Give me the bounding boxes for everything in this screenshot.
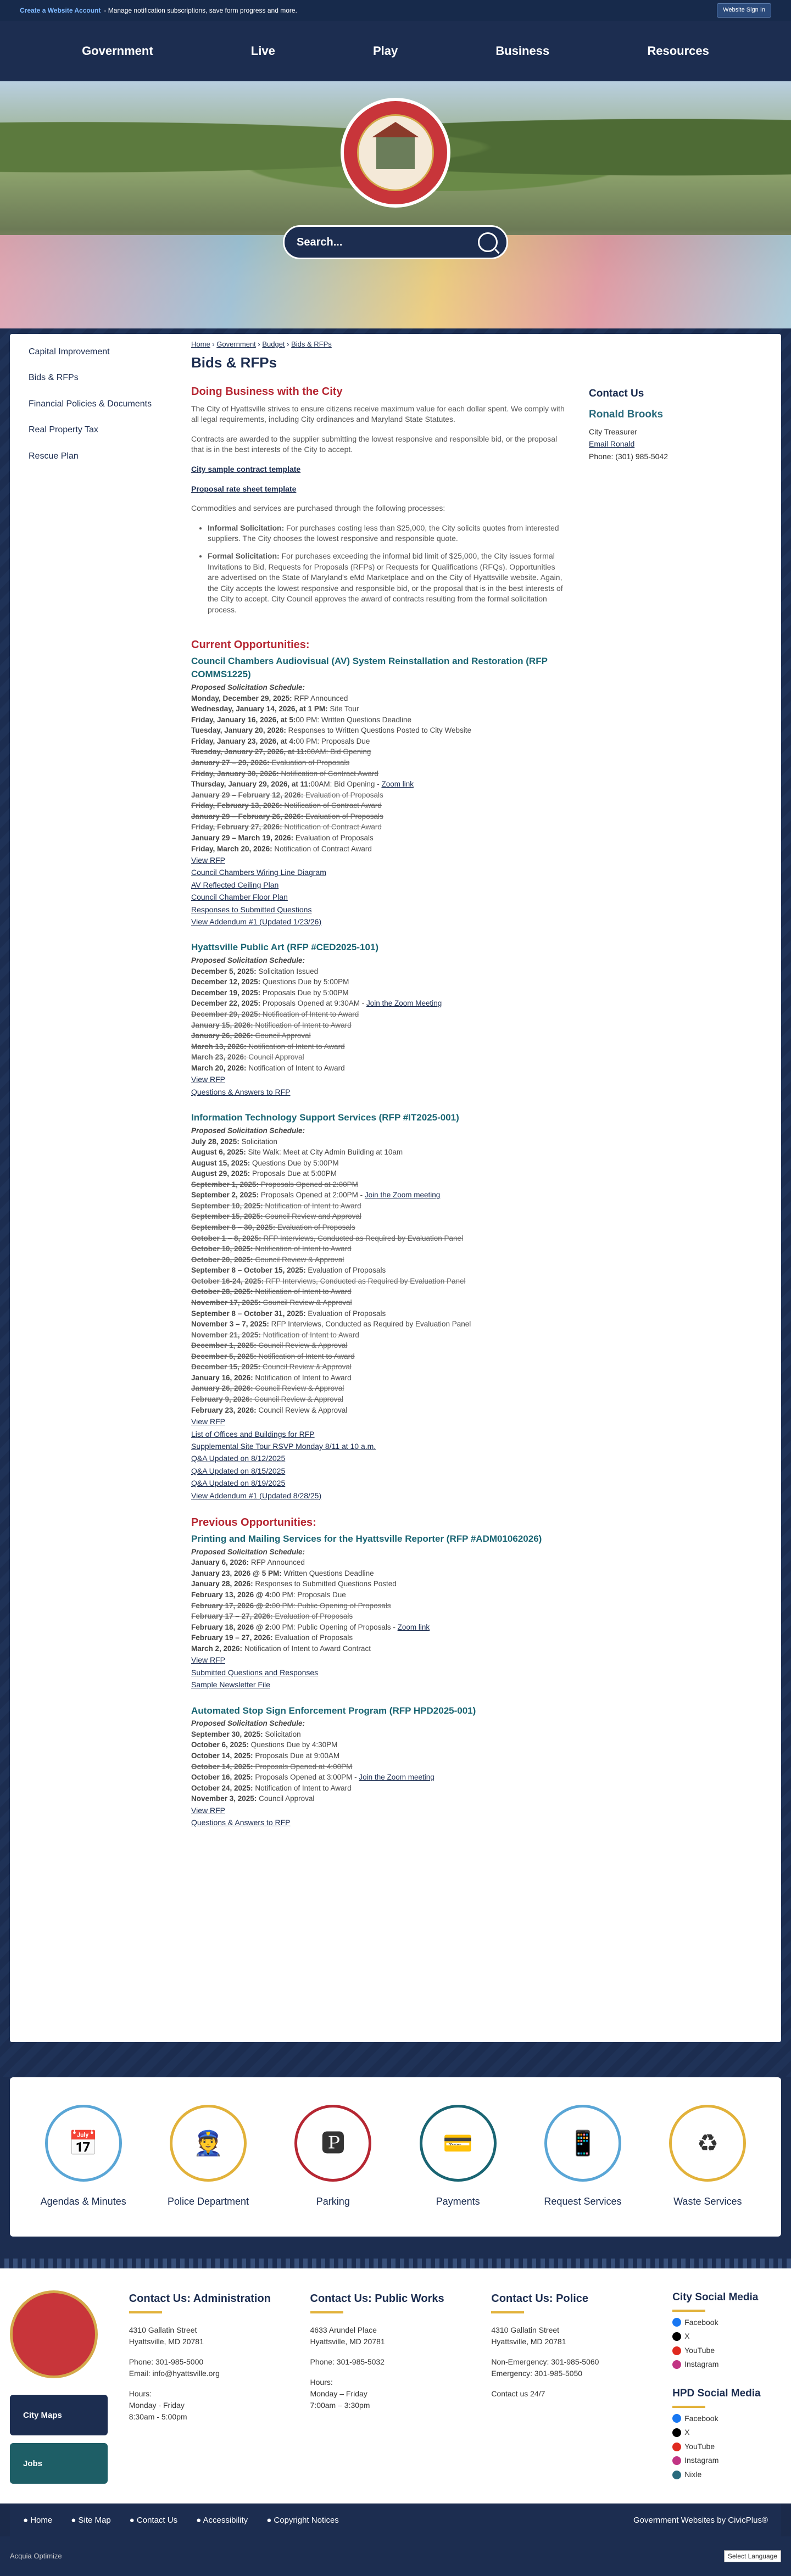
schedule-heading: Proposed Solicitation Schedule:: [191, 1547, 305, 1556]
rate-sheet-link[interactable]: Proposal rate sheet template: [191, 484, 297, 493]
rfp-title: Council Chambers Audiovisual (AV) System Reinstallation and Restoration (RFP COMMS1225): [191, 656, 548, 680]
footer-public-works: Contact Us: Public Works 4633 Arundel Place Hyattsville, MD 20781 Phone: 301-985-5032 Hours: Monday – Friday 7:00am – 3:30pm: [310, 2293, 444, 2410]
schedule-item: October 14, 2025: Proposals Opened at 4:00PM: [191, 1762, 353, 1771]
hpd-social-nixle[interactable]: [672, 2469, 781, 2480]
quick-link-label: Waste Services: [673, 2196, 742, 2207]
schedule-item: July 28, 2025: Solicitation: [191, 1137, 277, 1146]
schedule-item: September 8 – October 15, 2025: Evaluation of Proposals: [191, 1266, 386, 1275]
quick-link-waste-services[interactable]: [653, 2105, 762, 2209]
doing-business-heading: Doing Business with the City: [191, 385, 343, 398]
schedule-item: September 15, 2025: Council Review and Approval: [191, 1212, 361, 1221]
schedule-item: November 3, 2025: Council Approval: [191, 1794, 315, 1803]
schedule-item: Friday, January 16, 2026, at 5:00 PM: Written Questions Deadline: [191, 715, 411, 724]
schedule-item: October 28, 2025: Notification of Intent to Award: [191, 1287, 352, 1296]
contact-name: Ronald Brooks: [589, 409, 664, 421]
schedule-heading: Proposed Solicitation Schedule:: [191, 956, 305, 965]
nav-item-resources[interactable]: Resources: [647, 43, 709, 58]
schedule-item: December 29, 2025: Notification of Intent to Award: [191, 1010, 359, 1019]
schedule-item: January 29 – February 26, 2026: Evaluation of Proposals: [191, 812, 383, 821]
schedule-item: Friday, January 30, 2026: Notification of Contract Award: [191, 769, 378, 778]
youtube-icon: [672, 2443, 681, 2451]
quick-link-icon: 👮: [170, 2105, 247, 2182]
quick-link-label: Request Services: [544, 2196, 622, 2207]
schedule-item: October 1 – 8, 2025: RFP Interviews, Conducted as Required by Evaluation Panel: [191, 1234, 464, 1242]
youtube-icon: [672, 2346, 681, 2355]
document-link[interactable]: View RFP: [191, 1655, 225, 1665]
contact-role: City Treasurer: [589, 427, 637, 436]
schedule-item: September 8 – October 31, 2025: Evaluation of Proposals: [191, 1309, 386, 1318]
sidebar-item[interactable]: Capital Improvement: [29, 347, 110, 356]
city-social-facebook[interactable]: [672, 2317, 781, 2328]
footer-link-home[interactable]: ● Home: [23, 2515, 53, 2525]
schedule-item: December 5, 2025: Solicitation Issued: [191, 967, 319, 975]
schedule-item: October 16-24, 2025: RFP Interviews, Conducted as Required by Evaluation Panel: [191, 1276, 466, 1285]
social-label: Facebook: [684, 2317, 718, 2327]
facebook-icon: [672, 2318, 681, 2327]
sign-in-button[interactable]: Website Sign In: [717, 3, 771, 17]
schedule-item: March 13, 2026: Notification of Intent to Award: [191, 1042, 345, 1051]
schedule-item: September 1, 2025: Proposals Opened at 2:00PM: [191, 1180, 358, 1189]
rfp-schedule: [191, 1547, 567, 1654]
document-link[interactable]: View Addendum #1 (Updated 8/28/25): [191, 1491, 322, 1500]
quick-link-icon: 📱: [544, 2105, 621, 2182]
processes-paragraph: Commodities and services are purchased through the following processes:: [191, 504, 445, 513]
schedule-item: January 28, 2026: Responses to Submitted Questions Posted: [191, 1580, 397, 1588]
schedule-item: September 2, 2025: Proposals Opened at 2:00PM - Join the Zoom meeting: [191, 1191, 441, 1200]
schedule-item: February 13, 2026 @ 4:00 PM: Proposals Due: [191, 1590, 346, 1599]
footer-link-copyright-notices[interactable]: ● Copyright Notices: [266, 2515, 339, 2525]
footer-admin: Contact Us: Administration 4310 Gallatin Street Hyattsville, MD 20781 Phone: 301-985-5000 Email: info@hyattsville.org Hours: Monday - Friday 8:30am - 5:00pm: [129, 2293, 271, 2421]
zoom-link[interactable]: Zoom link: [397, 1622, 430, 1631]
document-link[interactable]: Q&A Updated on 8/12/2025: [191, 1454, 286, 1463]
quick-link-label: Agendas & Minutes: [40, 2196, 126, 2207]
create-account-link[interactable]: Create a Website Account: [20, 6, 101, 14]
breadcrumb-link[interactable]: Bids & RFPs: [291, 340, 332, 348]
zoom-link[interactable]: Join the Zoom Meeting: [366, 999, 442, 1008]
document-link[interactable]: Q&A Updated on 8/19/2025: [191, 1479, 286, 1488]
schedule-item: October 20, 2025: Council Review & Approval: [191, 1255, 344, 1264]
document-link[interactable]: Questions & Answers to RFP: [191, 1087, 291, 1096]
social-label: X: [684, 2332, 690, 2341]
x-icon: [672, 2428, 681, 2437]
search-icon[interactable]: [478, 232, 498, 252]
main-nav: [0, 21, 791, 81]
sidebar-item[interactable]: Financial Policies & Documents: [29, 399, 152, 409]
document-link[interactable]: Submitted Questions and Responses: [191, 1668, 319, 1677]
schedule-item: October 24, 2025: Notification of Intent to Award: [191, 1783, 352, 1792]
topbar-message: - Manage notification subscriptions, save form progress and more.: [104, 6, 297, 14]
document-link[interactable]: View RFP: [191, 1417, 225, 1426]
schedule-item: February 17 – 27, 2026: Evaluation of Proposals: [191, 1612, 353, 1621]
social-label: YouTube: [684, 2345, 715, 2355]
schedule-item: Friday, March 20, 2026: Notification of Contract Award: [191, 844, 372, 853]
divider: [672, 2310, 705, 2312]
sidebar-item[interactable]: Real Property Tax: [29, 425, 98, 435]
nixle-icon: [672, 2471, 681, 2479]
document-link[interactable]: Questions & Answers to RFP: [191, 1818, 291, 1827]
sample-contract-link[interactable]: City sample contract template: [191, 464, 301, 473]
schedule-item: Friday, January 23, 2026, at 4:00 PM: Proposals Due: [191, 737, 370, 745]
hpd-social-x[interactable]: [672, 2427, 781, 2438]
hpd-social-facebook[interactable]: [672, 2413, 781, 2424]
footer-link-accessibility[interactable]: ● Accessibility: [196, 2515, 248, 2525]
schedule-item: September 10, 2025: Notification of Intent to Award: [191, 1201, 361, 1210]
page-title: Bids & RFPs: [191, 354, 277, 371]
schedule-item: December 22, 2025: Proposals Opened at 9:30AM - Join the Zoom Meeting: [191, 999, 442, 1008]
schedule-item: October 10, 2025: Notification of Intent to Award: [191, 1245, 352, 1253]
footer-police: Contact Us: Police 4310 Gallatin Street Hyattsville, MD 20781 Non-Emergency: 301-985-5060 Emergency: 301-985-5050 Contact us 24/7: [491, 2293, 599, 2398]
schedule-item: January 26, 2026: Council Approval: [191, 1031, 311, 1040]
schedule-item: December 5, 2025: Notification of Intent to Award: [191, 1352, 355, 1361]
schedule-item: February 18, 2026 @ 2:00 PM: Public Opening of Proposals - Zoom link: [191, 1622, 430, 1631]
quick-link-parking[interactable]: [278, 2105, 388, 2209]
facebook-icon: [672, 2414, 681, 2423]
city-maps-button[interactable]: City Maps: [10, 2395, 108, 2435]
quick-link-payments[interactable]: [403, 2105, 513, 2209]
document-link[interactable]: Responses to Submitted Questions: [191, 905, 312, 914]
city-seal-logo[interactable]: [341, 98, 450, 208]
schedule-item: January 15, 2026: Notification of Intent to Award: [191, 1021, 352, 1029]
schedule-item: January 23, 2026 @ 5 PM: Written Questions Deadline: [191, 1569, 374, 1577]
city-social-instagram[interactable]: [672, 2359, 781, 2370]
rfp-title: Hyattsville Public Art (RFP #CED2025-101): [191, 942, 379, 953]
schedule-item: August 6, 2025: Site Walk: Meet at City Admin Building at 10am: [191, 1148, 403, 1157]
sidebar-item[interactable]: Bids & RFPs: [29, 373, 79, 383]
document-link[interactable]: Q&A Updated on 8/15/2025: [191, 1466, 286, 1475]
schedule-item: November 3 – 7, 2025: RFP Interviews, Conducted as Required by Evaluation Panel: [191, 1320, 471, 1329]
rfp-title: Printing and Mailing Services for the Hyattsville Reporter (RFP #ADM01062026): [191, 1533, 542, 1544]
schedule-item: December 15, 2025: Council Review & Approval: [191, 1363, 352, 1371]
current-opportunities-heading: Current Opportunities:: [191, 639, 310, 651]
city-social-heading: City Social Media: [672, 2291, 759, 2303]
schedule-item: December 1, 2025: Council Review & Approval: [191, 1341, 348, 1350]
schedule-item: Tuesday, January 20, 2026: Responses to Written Questions Posted to City Website: [191, 726, 472, 735]
schedule-item: January 29 – March 19, 2026: Evaluation of Proposals: [191, 833, 374, 842]
hpd-social-youtube[interactable]: [672, 2441, 781, 2452]
process-list: [208, 523, 567, 616]
award-paragraph: Contracts are awarded to the supplier submitting the lowest responsive and responsible bid, or the proposal that is in the best interests of the City to accept.: [191, 434, 558, 454]
schedule-item: Wednesday, January 14, 2026, at 1 PM: Site Tour: [191, 705, 359, 713]
schedule-item: Tuesday, January 27, 2026, at 11:00AM: Bid Opening: [191, 748, 371, 756]
social-label: Nixle: [684, 2469, 702, 2479]
document-link[interactable]: View RFP: [191, 1075, 225, 1084]
document-link[interactable]: View Addendum #1 (Updated 1/23/26): [191, 917, 322, 927]
schedule-item: November 17, 2025: Council Review & Approval: [191, 1298, 352, 1307]
quick-link-icon: 🅿: [294, 2105, 371, 2182]
zoom-link[interactable]: Join the Zoom meeting: [364, 1191, 441, 1200]
x-icon: [672, 2332, 681, 2341]
document-link[interactable]: Sample Newsletter File: [191, 1680, 270, 1690]
breadcrumb-link[interactable]: Budget: [262, 340, 285, 348]
contact-phone[interactable]: Phone: (301) 985-5042: [589, 451, 668, 461]
rfp-links: [191, 1804, 567, 1829]
civicplus-credit[interactable]: Government Websites by CivicPlus®: [633, 2515, 768, 2525]
search-input[interactable]: Search...: [283, 225, 508, 259]
nav-item-live[interactable]: Live: [250, 43, 275, 58]
zoom-link[interactable]: Join the Zoom meeting: [359, 1773, 435, 1782]
footer: [0, 2268, 791, 2503]
hero-banner: [0, 81, 791, 328]
social-label: YouTube: [684, 2441, 715, 2451]
intro-paragraph: The City of Hyattsville strives to ensure citizens receive maximum value for each dollar spent. We comply with all legal requirements, including City ordinances and Maryland State Statutes.: [191, 404, 565, 424]
document-link[interactable]: Council Chambers Wiring Line Diagram: [191, 868, 326, 877]
schedule-item: February 9, 2026: Council Review & Approval: [191, 1395, 343, 1404]
schedule-item: Thursday, January 29, 2026, at 11:00AM: Bid Opening - Zoom link: [191, 780, 414, 789]
top-bar: [0, 0, 791, 21]
rfp-schedule: [191, 1125, 567, 1415]
schedule-heading: Proposed Solicitation Schedule:: [191, 1126, 305, 1135]
divider: [672, 2406, 705, 2408]
schedule-item: Friday, February 27, 2026: Notification of Contract Award: [191, 823, 382, 832]
footer-divider: [0, 2259, 791, 2268]
schedule-item: February 19 – 27, 2026: Evaluation of Proposals: [191, 1633, 353, 1642]
schedule-item: January 16, 2026: Notification of Intent to Award: [191, 1373, 352, 1382]
quick-link-police-department[interactable]: [153, 2105, 263, 2209]
city-social-x[interactable]: [672, 2331, 781, 2342]
rfp-schedule: [191, 1718, 567, 1804]
contact-email-link[interactable]: Email Ronald: [589, 439, 635, 449]
document-link[interactable]: Council Chamber Floor Plan: [191, 893, 288, 902]
hpd-social-instagram[interactable]: [672, 2455, 781, 2466]
breadcrumb-link[interactable]: Home: [191, 340, 210, 348]
contact-heading: Contact Us: [589, 387, 644, 399]
rfp-title: Information Technology Support Services (RFP #IT2025-001): [191, 1112, 459, 1123]
quick-link-icon: 📅: [45, 2105, 122, 2182]
schedule-item: January 26, 2026: Council Review & Approval: [191, 1384, 344, 1393]
schedule-item: March 2, 2026: Notification of Intent to Award Contract: [191, 1644, 371, 1653]
footer-link-contact-us[interactable]: ● Contact Us: [129, 2515, 178, 2525]
zoom-link[interactable]: Zoom link: [381, 780, 414, 789]
quick-link-icon: 💳: [420, 2105, 497, 2182]
document-link[interactable]: AV Reflected Ceiling Plan: [191, 880, 279, 889]
document-link[interactable]: List of Offices and Buildings for RFP: [191, 1429, 315, 1438]
quick-link-icon: ♻: [669, 2105, 746, 2182]
contact-box: [589, 384, 765, 1842]
quick-link-agendas-minutes[interactable]: [29, 2105, 138, 2209]
breadcrumb: Home › Government › Budget › Bids & RFPs: [191, 340, 332, 348]
nav-item-play[interactable]: Play: [372, 43, 398, 58]
footer-seal-logo[interactable]: [10, 2290, 98, 2378]
quick-link-label: Payments: [436, 2196, 480, 2207]
rfp-links: [191, 854, 567, 928]
left-nav: [10, 334, 186, 2042]
schedule-item: October 6, 2025: Questions Due by 4:30PM: [191, 1741, 338, 1749]
bottom-bar: [10, 2503, 781, 2536]
schedule-item: January 27 – 29, 2026: Evaluation of Proposals: [191, 759, 350, 767]
social-label: Facebook: [684, 2413, 718, 2423]
schedule-item: January 6, 2026: RFP Announced: [191, 1558, 305, 1567]
schedule-item: October 14, 2025: Proposals Due at 9:00AM: [191, 1751, 340, 1760]
document-link[interactable]: Supplemental Site Tour RSVP Monday 8/11 at 10 a.m.: [191, 1441, 376, 1451]
social-label: X: [684, 2428, 690, 2437]
schedule-item: September 30, 2025: Solicitation: [191, 1730, 301, 1738]
previous-opportunities-heading: Previous Opportunities:: [191, 1516, 316, 1529]
schedule-heading: Proposed Solicitation Schedule:: [191, 683, 305, 692]
instagram-icon: [672, 2360, 681, 2369]
acquia-optimize-link[interactable]: Acquia Optimize: [10, 2551, 62, 2560]
schedule-item: December 19, 2025: Proposals Due by 5:00PM: [191, 988, 349, 997]
schedule-item: February 17, 2026 @ 2:00 PM: Public Opening of Proposals: [191, 1601, 391, 1610]
content-panel: [10, 334, 781, 2042]
social-label: Instagram: [684, 2360, 719, 2369]
quick-link-label: Police Department: [167, 2196, 249, 2207]
schedule-item: February 23, 2026: Council Review & Approval: [191, 1406, 348, 1414]
rfp-title: Automated Stop Sign Enforcement Program (RFP HPD2025-001): [191, 1705, 476, 1716]
instagram-icon: [672, 2456, 681, 2465]
quick-link-request-services[interactable]: [528, 2105, 638, 2209]
schedule-item: March 23, 2026: Council Approval: [191, 1053, 304, 1062]
social-label: Instagram: [684, 2456, 719, 2465]
schedule-item: September 8 – 30, 2025: Evaluation of Proposals: [191, 1223, 355, 1232]
hpd-social-heading: HPD Social Media: [672, 2387, 761, 2399]
quick-link-label: Parking: [316, 2196, 350, 2207]
document-link[interactable]: View RFP: [191, 1805, 225, 1815]
schedule-item: January 29 – February 12, 2026: Evaluation of Proposals: [191, 790, 383, 799]
footer-link-site-map[interactable]: ● Site Map: [71, 2515, 111, 2525]
schedule-item: December 12, 2025: Questions Due by 5:00PM: [191, 978, 349, 986]
nav-item-business[interactable]: Business: [495, 43, 550, 58]
rfp-links: [191, 1654, 567, 1691]
quick-links: [10, 2077, 781, 2237]
document-link[interactable]: View RFP: [191, 856, 225, 865]
rfp-schedule: [191, 955, 567, 1073]
city-social-youtube[interactable]: [672, 2345, 781, 2356]
breadcrumb-link[interactable]: Government: [216, 340, 256, 348]
schedule-item: August 29, 2025: Proposals Due at 5:00PM: [191, 1169, 337, 1178]
schedule-item: August 15, 2025: Questions Due by 5:00PM: [191, 1158, 339, 1167]
schedule-item: Friday, February 13, 2026: Notification of Contract Award: [191, 801, 382, 810]
schedule-item: Monday, December 29, 2025: RFP Announced: [191, 694, 348, 702]
language-select[interactable]: Select Language: [724, 2550, 781, 2563]
schedule-item: March 20, 2026: Notification of Intent to Award: [191, 1063, 345, 1072]
schedule-item: October 16, 2025: Proposals Opened at 3:00PM - Join the Zoom meeting: [191, 1773, 435, 1782]
list-item: • Formal Solicitation: For purchases exceeding the informal bid limit of $25,000, the City issues formal Invitations to Bid, Requests for Proposals (RFPs) or Requests for Qualifications (RFQs). Opportunities are advertised on the State of Maryland's eMd Marketplace and on the City of Hyattsville website. Again, the City accepts the lowest responsive and responsible bid, or the proposal that is in the best interests of the City to accept. City Council approves the award of contracts resulting from the formal solicitation process.: [208, 551, 567, 616]
sidebar-item[interactable]: Rescue Plan: [29, 451, 79, 461]
rfp-schedule: [191, 682, 567, 854]
jobs-button[interactable]: Jobs: [10, 2443, 108, 2484]
nav-item-government[interactable]: Government: [82, 43, 153, 58]
schedule-item: November 21, 2025: Notification of Intent to Award: [191, 1330, 359, 1339]
schedule-heading: Proposed Solicitation Schedule:: [191, 1719, 305, 1728]
list-item: • Informal Solicitation: For purchases costing less than $25,000, the City solicits quotes from interested suppliers. The City chooses the lowest responsive and responsible quote.: [208, 523, 567, 544]
footer-social: [672, 2290, 781, 2487]
rfp-links: [191, 1415, 567, 1502]
rfp-links: [191, 1073, 567, 1098]
